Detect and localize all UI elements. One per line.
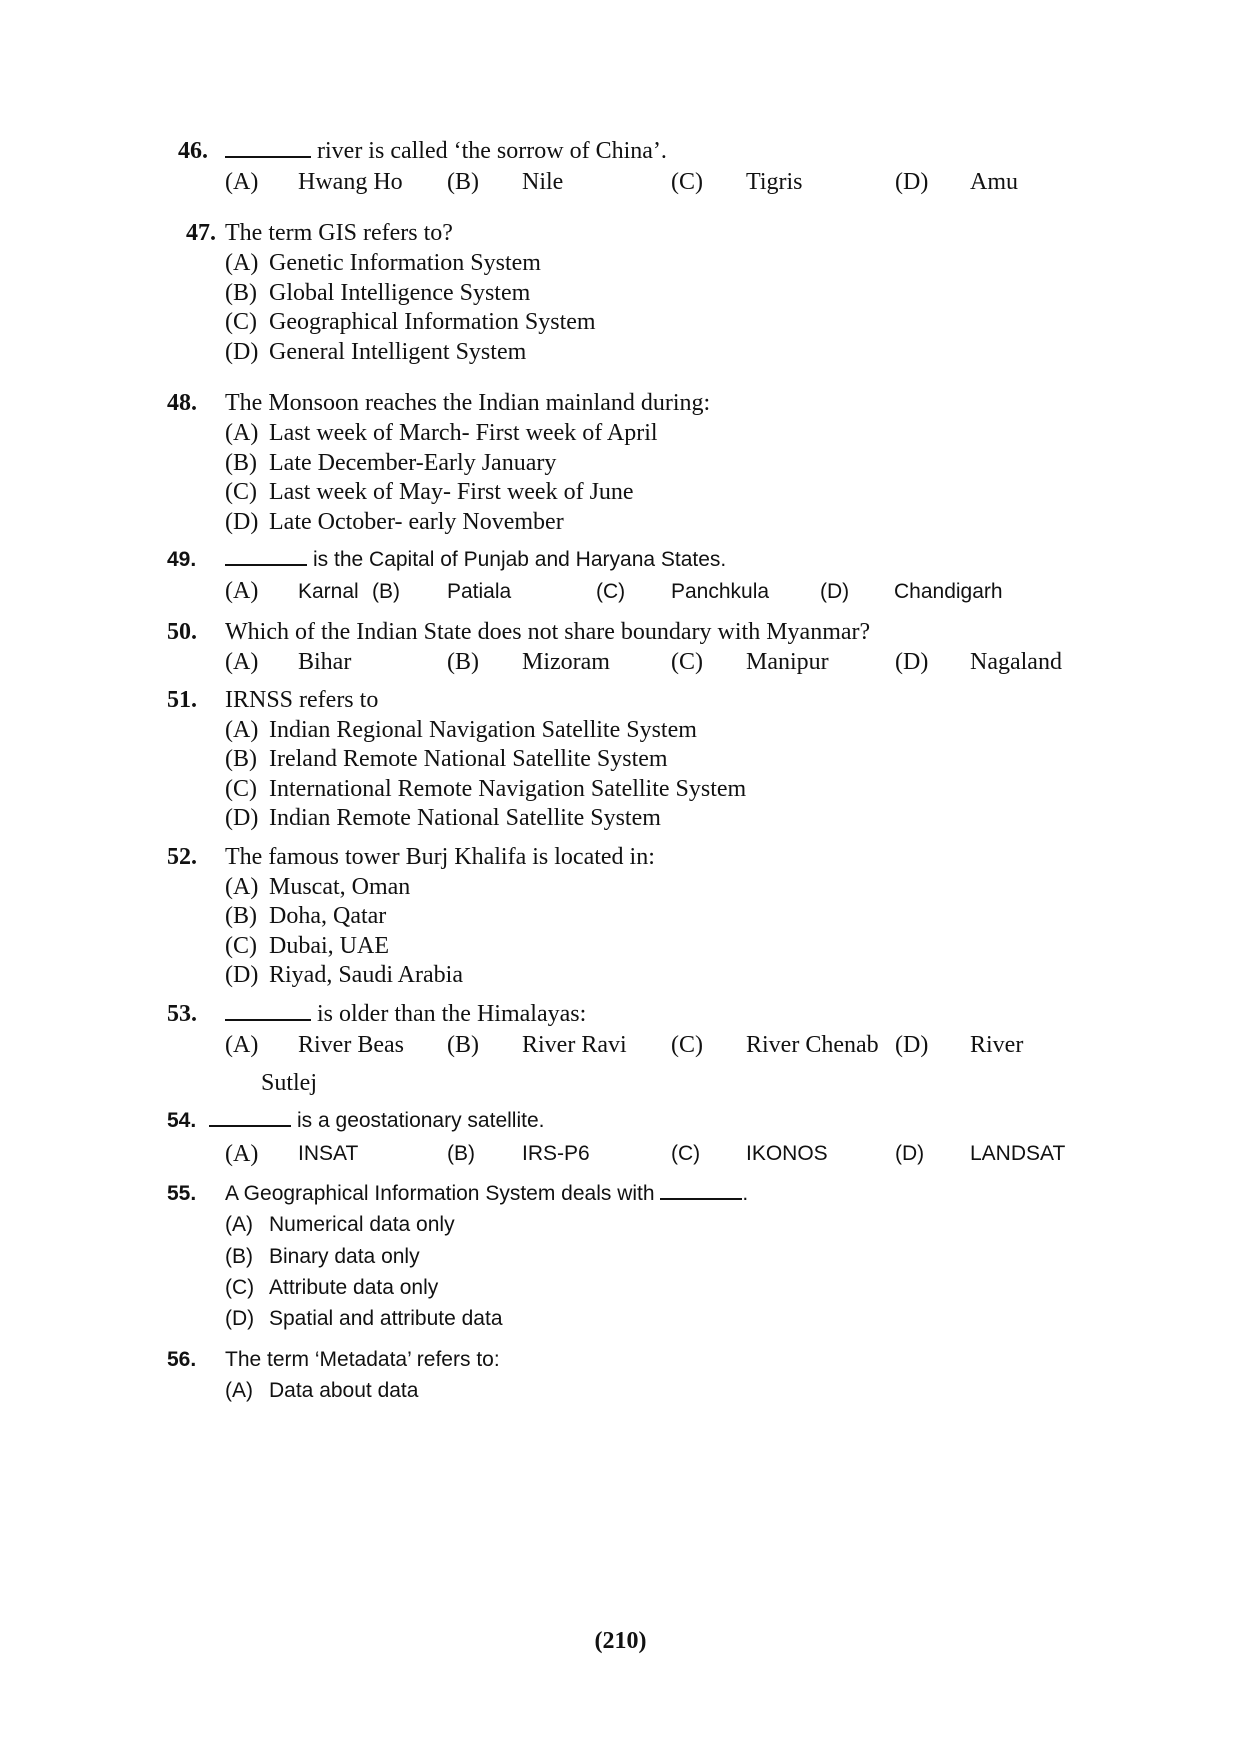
- option-a-text: Hwang Ho: [298, 169, 403, 195]
- option-d-text: River: [970, 1032, 1024, 1058]
- option-b-label: (B): [447, 169, 479, 195]
- option-b: (B) Ireland Remote National Satellite System: [225, 746, 668, 772]
- option-a-label: (A): [225, 649, 259, 675]
- option-d: (D) Indian Remote National Satellite System: [225, 805, 661, 831]
- question-stem: is older than the Himalayas:: [225, 1002, 586, 1026]
- option-b-text: Nile: [522, 169, 564, 195]
- option-c: (C) International Remote Navigation Satellite System: [225, 776, 747, 802]
- option-a-label: (A): [225, 578, 259, 604]
- option-a: (A) Muscat, Oman: [225, 874, 411, 900]
- question-number: 50.: [167, 619, 197, 645]
- option-d-label: (D): [895, 1142, 925, 1165]
- option-a-text: River Beas: [298, 1032, 404, 1058]
- question-stem: Which of the Indian State does not share boundary with Myanmar?: [225, 619, 871, 645]
- option-a: (A) Numerical data only: [225, 1213, 455, 1236]
- option-a-label: (A): [225, 169, 259, 195]
- option-a: (A) Indian Regional Navigation Satellite System: [225, 717, 697, 743]
- question-stem: IRNSS refers to: [225, 687, 379, 713]
- option-a-label: (A): [225, 1141, 259, 1167]
- option-d-label: (D): [895, 169, 929, 195]
- option-d-label: (D): [820, 580, 850, 603]
- option-b-label: (B): [447, 1142, 475, 1165]
- option-b-label: (B): [447, 1032, 479, 1058]
- question-stem: is the Capital of Punjab and Haryana States.: [225, 549, 726, 570]
- option-a: (A) Data about data: [225, 1379, 419, 1402]
- option-c-text: Manipur: [746, 649, 829, 675]
- option-d-text: Chandigarh: [894, 580, 1003, 603]
- question-number: 47.: [186, 220, 216, 246]
- question-number: 48.: [167, 390, 197, 416]
- question-number: 54.: [167, 1109, 197, 1132]
- option-d-label: (D): [895, 649, 929, 675]
- option-a-label: (A): [225, 1032, 259, 1058]
- option-c-label: (C): [671, 1142, 701, 1165]
- option-b: (B) Binary data only: [225, 1245, 420, 1268]
- option-d: (D) Spatial and attribute data: [225, 1307, 503, 1330]
- option-d: (D) Riyad, Saudi Arabia: [225, 962, 463, 988]
- question-number: 53.: [167, 1001, 197, 1027]
- question-stem: is a geostationary satellite.: [209, 1110, 544, 1131]
- option-d-label: (D): [895, 1032, 929, 1058]
- option-b-text: River Ravi: [522, 1032, 627, 1058]
- option-c-text: IKONOS: [746, 1142, 828, 1165]
- option-c-text: Panchkula: [671, 580, 770, 603]
- option-d-text: LANDSAT: [970, 1142, 1066, 1165]
- option-a-text: Bihar: [298, 649, 352, 675]
- answer-blank: [660, 1197, 742, 1200]
- option-c: (C) Geographical Information System: [225, 309, 596, 335]
- question-number: 51.: [167, 687, 197, 713]
- option-a: (A) Genetic Information System: [225, 250, 541, 276]
- option-c: (C) Attribute data only: [225, 1276, 439, 1299]
- option-c: (C) Dubai, UAE: [225, 933, 389, 959]
- option-a: (A) Last week of March- First week of April: [225, 420, 658, 446]
- option-c-text: Tigris: [746, 169, 803, 195]
- option-d: (D) General Intelligent System: [225, 339, 527, 365]
- option-c: (C) Last week of May- First week of June: [225, 479, 634, 505]
- answer-blank: [225, 155, 311, 158]
- question-number: 46.: [178, 138, 208, 164]
- option-c-label: (C): [671, 1032, 703, 1058]
- question-number: 56.: [167, 1348, 197, 1371]
- option-b-text: Mizoram: [522, 649, 610, 675]
- question-number: 55.: [167, 1182, 197, 1205]
- option-c-label: (C): [671, 649, 703, 675]
- option-d-text: Amu: [970, 169, 1018, 195]
- option-b: (B) Late December-Early January: [225, 450, 557, 476]
- option-d-text: Nagaland: [970, 649, 1062, 675]
- option-d-continuation: Sutlej: [261, 1070, 318, 1096]
- option-d: (D) Late October- early November: [225, 509, 564, 535]
- option-b-label: (B): [372, 580, 400, 603]
- option-b-text: IRS-P6: [522, 1142, 590, 1165]
- option-c-label: (C): [671, 169, 703, 195]
- option-c-label: (C): [596, 580, 626, 603]
- question-stem: The term GIS refers to?: [225, 220, 453, 246]
- question-number: 52.: [167, 844, 197, 870]
- option-b-text: Patiala: [447, 580, 512, 603]
- question-stem: The famous tower Burj Khalifa is located in:: [225, 844, 655, 870]
- question-stem: The term ‘Metadata’ refers to:: [225, 1348, 500, 1371]
- answer-blank: [225, 563, 307, 566]
- option-b: (B) Global Intelligence System: [225, 280, 531, 306]
- option-a-text: INSAT: [298, 1142, 359, 1165]
- option-b-label: (B): [447, 649, 479, 675]
- answer-blank: [225, 1018, 311, 1021]
- option-b: (B) Doha, Qatar: [225, 903, 387, 929]
- page-number: (210): [594, 1628, 647, 1654]
- question-stem: river is called ‘the sorrow of China’.: [225, 139, 667, 163]
- question-number: 49.: [167, 548, 197, 571]
- question-stem: The Monsoon reaches the Indian mainland during:: [225, 390, 711, 416]
- option-a-text: Karnal: [298, 580, 359, 603]
- answer-blank: [209, 1124, 291, 1127]
- option-c-text: River Chenab: [746, 1032, 879, 1058]
- question-stem: A Geographical Information System deals with .: [225, 1182, 749, 1205]
